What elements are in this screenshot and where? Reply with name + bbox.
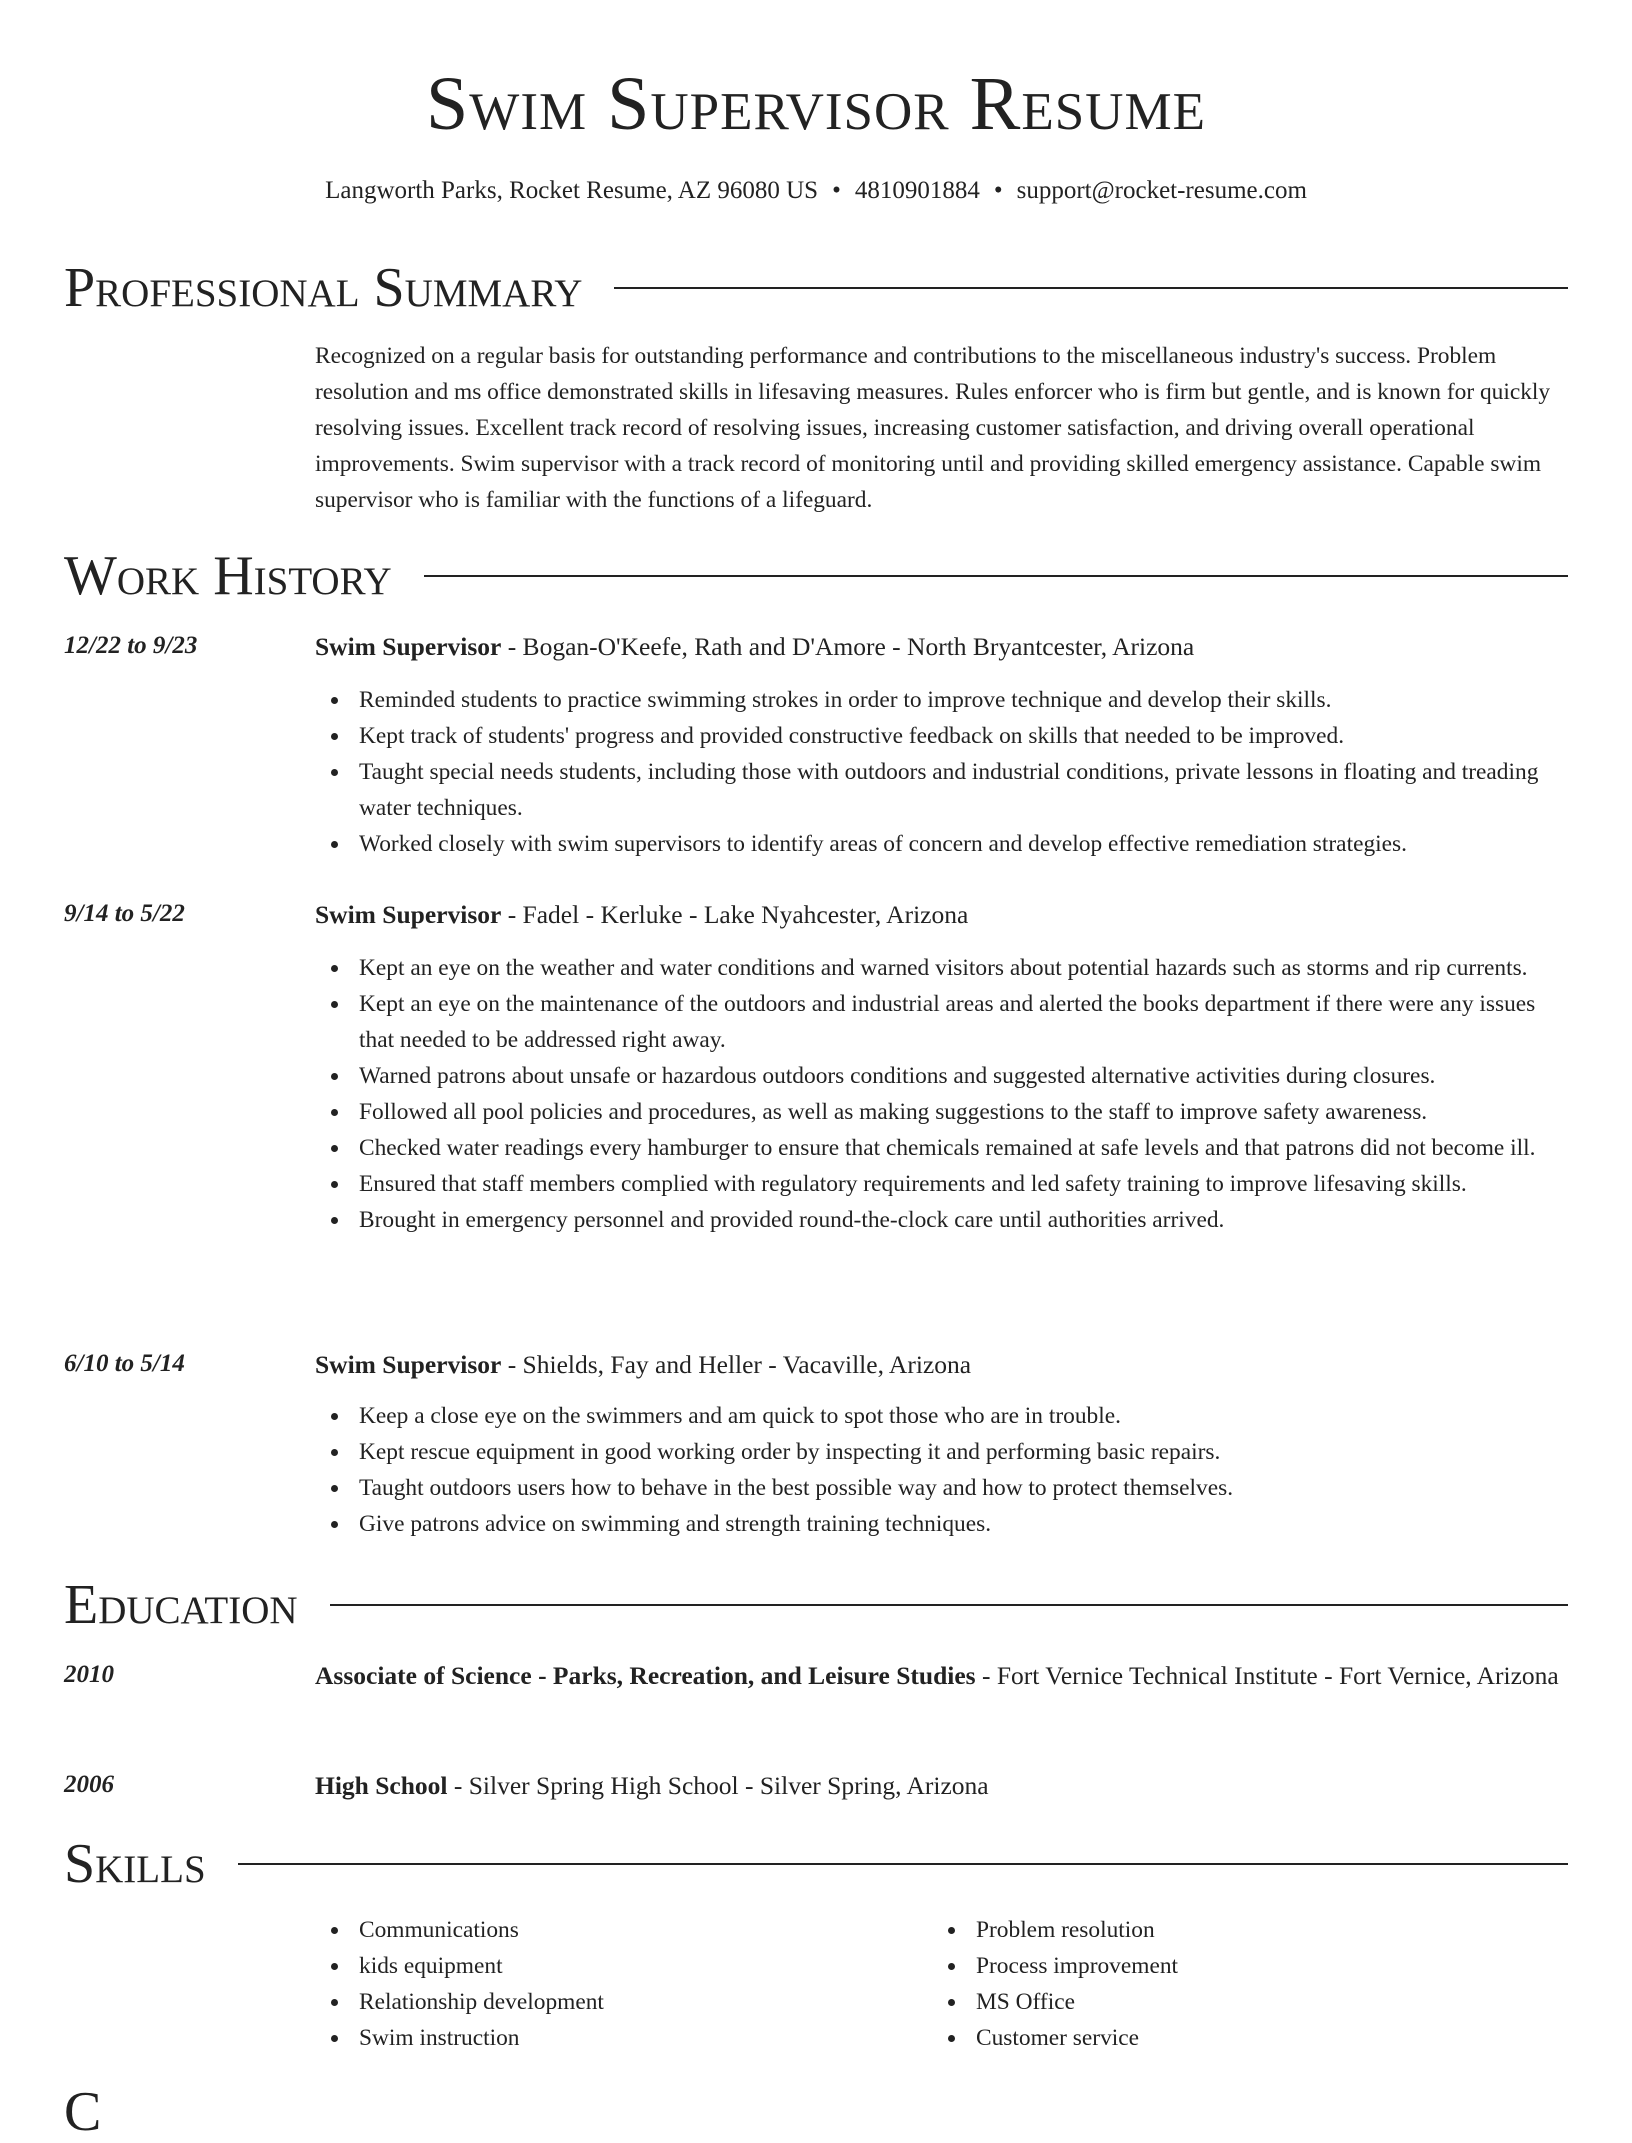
contact-email: support@rocket-resume.com <box>1016 177 1307 204</box>
section-divider <box>330 1604 1568 1606</box>
list-item: Reminded students to practice swimming strokes in order to improve technique and develop their skills. <box>359 682 1568 718</box>
education-line <box>315 1657 1568 1694</box>
list-item: Taught special needs students, including those with outdoors and industrial conditions, private lessons in floating and treading water techniques. <box>359 754 1568 826</box>
job-bullets <box>315 1398 1568 1542</box>
list-item: Worked closely with swim supervisors to identify areas of concern and develop effective remediation strategies. <box>359 826 1568 862</box>
skills-list-left <box>315 1912 919 2056</box>
contact-separator: • <box>832 177 841 204</box>
education-degree: High School <box>315 1771 448 1800</box>
list-item: Keep a close eye on the swimmers and am quick to spot those who are in trouble. <box>359 1398 1568 1434</box>
job-title: Swim Supervisor <box>315 1350 502 1379</box>
list-item: Ensured that staff members complied with regulatory requirements and led safety training to improve lifesaving skills. <box>359 1166 1568 1202</box>
skill-item: Process improvement <box>976 1948 1576 1984</box>
section-title-skills: Skills <box>64 1833 206 1895</box>
section-divider <box>238 1863 1568 1865</box>
list-item: Checked water readings every hamburger to ensure that chemicals remained at safe levels and that patrons did not become ill. <box>359 1130 1568 1166</box>
skill-item: Customer service <box>976 2020 1576 2056</box>
job-title-line <box>315 896 1568 933</box>
work-section-header <box>64 546 1568 606</box>
section-title-education: Education <box>64 1574 298 1636</box>
skill-item: Relationship development <box>359 1984 919 2020</box>
list-item: Followed all pool policies and procedures, as well as making suggestions to the staff to improve safety awareness. <box>359 1094 1568 1130</box>
section-divider <box>424 575 1568 577</box>
list-item: Kept an eye on the weather and water conditions and warned visitors about potential hazards such as storms and rip currents. <box>359 950 1568 986</box>
summary-section-header <box>64 258 1568 318</box>
list-item: Taught outdoors users how to behave in the best possible way and how to protect themselves. <box>359 1470 1568 1506</box>
skills-section-header <box>64 1834 1568 1894</box>
skill-item: kids equipment <box>359 1948 919 1984</box>
contact-separator: • <box>993 177 1003 204</box>
job-bullets <box>315 950 1568 1238</box>
education-line <box>315 1767 1568 1804</box>
skill-item: Communications <box>359 1912 919 1948</box>
job-dates: 9/14 to 5/22 <box>64 900 185 927</box>
resume-title: Swim Supervisor Resume <box>426 62 1206 146</box>
job-dates: 6/10 to 5/14 <box>64 1350 185 1377</box>
job-title: Swim Supervisor <box>315 900 502 929</box>
job-title-line <box>315 628 1568 665</box>
section-title-partial: C <box>64 2081 102 2143</box>
job-bullets <box>315 682 1568 862</box>
job-title: Swim Supervisor <box>315 632 502 661</box>
section-title-summary: Professional Summary <box>64 257 583 319</box>
job-employer: - Fadel - Kerluke - Lake Nyahcester, Arizona <box>501 900 969 929</box>
list-item: Brought in emergency personnel and provided round-the-clock care until authorities arrived. <box>359 1202 1568 1238</box>
contact-line <box>0 174 1632 208</box>
list-item: Warned patrons about unsafe or hazardous outdoors conditions and suggested alternative activities during closures. <box>359 1058 1568 1094</box>
job-employer: - Bogan-O'Keefe, Rath and D'Amore - North Bryantcester, Arizona <box>501 632 1195 661</box>
contact-phone: 4810901884 <box>854 177 980 204</box>
job-employer: - Shields, Fay and Heller - Vacaville, Arizona <box>501 1350 972 1379</box>
skill-item: Problem resolution <box>976 1912 1576 1948</box>
education-degree: Associate of Science - Parks, Recreation, and Leisure Studies <box>315 1661 976 1690</box>
education-school: - Silver Spring High School - Silver Spring, Arizona <box>447 1771 989 1800</box>
skills-list-right <box>932 1912 1576 2056</box>
contact-address: Langworth Parks, Rocket Resume, AZ 96080 US <box>325 177 819 204</box>
summary-text: Recognized on a regular basis for outstanding performance and contributions to the miscellaneous industry's success. Problem resolution and ms office demonstrated skills in lifesaving measures. Rules enforcer who is firm but gentle, and is known for quickly resolving issues. Excellent track record of resolving issues, increasing customer satisfaction, and driving overall operational improvements. Swim supervisor with a track record of monitoring until and providing skilled emergency assistance. Capable swim supervisor who is familiar with the functions of a lifeguard. <box>315 343 1551 513</box>
list-item: Give patrons advice on swimming and strength training techniques. <box>359 1506 1568 1542</box>
education-section-header <box>64 1575 1568 1635</box>
education-year: 2010 <box>64 1661 114 1688</box>
section-divider <box>614 287 1568 289</box>
list-item: Kept track of students' progress and provided constructive feedback on skills that needed to be improved. <box>359 718 1568 754</box>
section-title-work: Work History <box>64 545 392 607</box>
education-year: 2006 <box>64 1771 114 1798</box>
list-item: Kept rescue equipment in good working order by inspecting it and performing basic repairs. <box>359 1434 1568 1470</box>
skill-item: MS Office <box>976 1984 1576 2020</box>
list-item: Kept an eye on the maintenance of the outdoors and industrial areas and alerted the books department if there were any issues that needed to be addressed right away. <box>359 986 1568 1058</box>
skill-item: Swim instruction <box>359 2020 919 2056</box>
job-title-line <box>315 1346 1568 1383</box>
education-school: - Fort Vernice Technical Institute - Fort Vernice, Arizona <box>975 1661 1559 1690</box>
job-dates: 12/22 to 9/23 <box>64 632 198 659</box>
